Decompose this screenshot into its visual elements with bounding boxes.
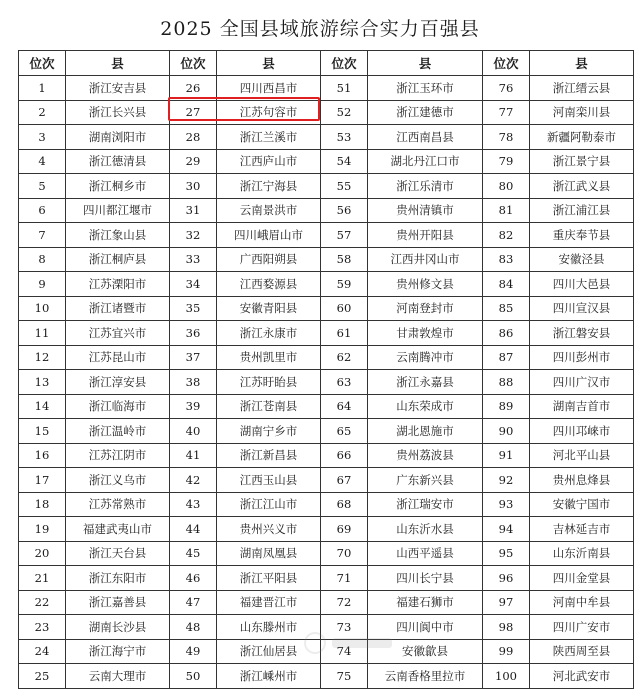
county-cell: 湖北丹江口市 (368, 149, 483, 174)
county-cell: 浙江义乌市 (66, 468, 170, 493)
rank-cell: 12 (19, 345, 66, 370)
county-cell: 浙江桐乡市 (66, 174, 170, 199)
rank-cell: 82 (483, 223, 530, 248)
rank-cell: 55 (321, 174, 368, 199)
rank-cell: 28 (170, 125, 217, 150)
county-cell: 浙江嵊州市 (217, 664, 321, 689)
table-row (19, 223, 634, 248)
county-cell: 浙江天台县 (66, 541, 170, 566)
rank-cell: 92 (483, 468, 530, 493)
table-row (19, 272, 634, 297)
rank-cell: 66 (321, 443, 368, 468)
county-cell: 江西井冈山市 (368, 247, 483, 272)
county-cell: 浙江景宁县 (530, 149, 634, 174)
county-cell: 四川彭州市 (530, 345, 634, 370)
rank-cell: 48 (170, 615, 217, 640)
county-cell: 浙江德清县 (66, 149, 170, 174)
rank-header: 位次 (321, 51, 368, 76)
county-cell: 安徽歙县 (368, 639, 483, 664)
county-cell: 浙江临海市 (66, 394, 170, 419)
rank-cell: 89 (483, 394, 530, 419)
county-cell: 山东沂水县 (368, 517, 483, 542)
rank-cell: 14 (19, 394, 66, 419)
county-cell: 重庆奉节县 (530, 223, 634, 248)
rank-cell: 51 (321, 76, 368, 101)
county-cell: 江西婺源县 (217, 272, 321, 297)
rank-cell: 87 (483, 345, 530, 370)
county-cell: 浙江长兴县 (66, 100, 170, 125)
rank-cell: 72 (321, 590, 368, 615)
rank-cell: 62 (321, 345, 368, 370)
rank-cell: 11 (19, 321, 66, 346)
rank-cell: 15 (19, 419, 66, 444)
rank-cell: 3 (19, 125, 66, 150)
rank-cell: 41 (170, 443, 217, 468)
county-cell: 河南栾川县 (530, 100, 634, 125)
rank-header: 位次 (19, 51, 66, 76)
rank-cell: 1 (19, 76, 66, 101)
county-cell: 贵州凯里市 (217, 345, 321, 370)
county-cell: 江苏江阴市 (66, 443, 170, 468)
county-cell: 广东新兴县 (368, 468, 483, 493)
rank-cell: 64 (321, 394, 368, 419)
county-cell: 浙江温岭市 (66, 419, 170, 444)
rank-cell: 18 (19, 492, 66, 517)
rank-cell: 78 (483, 125, 530, 150)
rank-cell: 67 (321, 468, 368, 493)
rank-cell: 93 (483, 492, 530, 517)
county-cell: 浙江象山县 (66, 223, 170, 248)
county-cell: 江西庐山市 (217, 149, 321, 174)
county-cell: 四川峨眉山市 (217, 223, 321, 248)
table-row (19, 443, 634, 468)
rank-cell: 74 (321, 639, 368, 664)
county-cell: 浙江平阳县 (217, 566, 321, 591)
rank-cell: 73 (321, 615, 368, 640)
county-cell: 浙江兰溪市 (217, 125, 321, 150)
rank-cell: 10 (19, 296, 66, 321)
county-cell: 浙江安吉县 (66, 76, 170, 101)
county-cell: 云南景洪市 (217, 198, 321, 223)
rank-cell: 23 (19, 615, 66, 640)
rank-cell: 27 (170, 100, 217, 125)
table-row (19, 517, 634, 542)
county-cell: 湖北恩施市 (368, 419, 483, 444)
rank-cell: 88 (483, 370, 530, 395)
rank-cell: 90 (483, 419, 530, 444)
county-cell: 四川都江堰市 (66, 198, 170, 223)
county-cell: 贵州兴义市 (217, 517, 321, 542)
rank-cell: 24 (19, 639, 66, 664)
rank-cell: 60 (321, 296, 368, 321)
county-cell: 贵州清镇市 (368, 198, 483, 223)
rank-cell: 80 (483, 174, 530, 199)
county-cell: 浙江永康市 (217, 321, 321, 346)
county-cell: 浙江仙居县 (217, 639, 321, 664)
rank-cell: 94 (483, 517, 530, 542)
rank-cell: 96 (483, 566, 530, 591)
county-cell: 江苏昆山市 (66, 345, 170, 370)
county-cell: 湖南长沙县 (66, 615, 170, 640)
county-cell: 江苏常熟市 (66, 492, 170, 517)
county-cell: 四川广汉市 (530, 370, 634, 395)
table-row (19, 296, 634, 321)
rank-cell: 79 (483, 149, 530, 174)
rank-cell: 9 (19, 272, 66, 297)
county-cell: 浙江诸暨市 (66, 296, 170, 321)
rank-cell: 70 (321, 541, 368, 566)
county-cell: 浙江武义县 (530, 174, 634, 199)
county-cell: 山东荣成市 (368, 394, 483, 419)
rank-cell: 37 (170, 345, 217, 370)
rank-cell: 65 (321, 419, 368, 444)
rank-cell: 19 (19, 517, 66, 542)
county-cell: 浙江新昌县 (217, 443, 321, 468)
rank-cell: 61 (321, 321, 368, 346)
table-row (19, 566, 634, 591)
county-cell: 四川阆中市 (368, 615, 483, 640)
rank-cell: 42 (170, 468, 217, 493)
county-cell: 安徽宁国市 (530, 492, 634, 517)
county-cell: 江西南昌县 (368, 125, 483, 150)
rank-cell: 45 (170, 541, 217, 566)
rank-cell: 4 (19, 149, 66, 174)
table-row (19, 639, 634, 664)
county-cell: 四川广安市 (530, 615, 634, 640)
county-cell: 吉林延吉市 (530, 517, 634, 542)
rank-cell: 47 (170, 590, 217, 615)
county-cell: 浙江嘉善县 (66, 590, 170, 615)
rank-cell: 46 (170, 566, 217, 591)
rank-cell: 83 (483, 247, 530, 272)
rank-header: 位次 (483, 51, 530, 76)
county-cell: 浙江乐清市 (368, 174, 483, 199)
rank-cell: 16 (19, 443, 66, 468)
rank-cell: 20 (19, 541, 66, 566)
county-header: 县 (530, 51, 634, 76)
rank-cell: 39 (170, 394, 217, 419)
county-cell: 浙江苍南县 (217, 394, 321, 419)
county-cell: 山东滕州市 (217, 615, 321, 640)
county-cell: 江苏句容市 (217, 100, 321, 125)
county-cell: 山西平遥县 (368, 541, 483, 566)
rank-cell: 53 (321, 125, 368, 150)
table-row (19, 615, 634, 640)
county-cell: 江苏盱眙县 (217, 370, 321, 395)
rank-cell: 81 (483, 198, 530, 223)
county-cell: 河北武安市 (530, 664, 634, 689)
rank-cell: 85 (483, 296, 530, 321)
county-cell: 陕西周至县 (530, 639, 634, 664)
county-cell: 福建石狮市 (368, 590, 483, 615)
county-cell: 四川金堂县 (530, 566, 634, 591)
county-header: 县 (217, 51, 321, 76)
rank-cell: 91 (483, 443, 530, 468)
county-cell: 浙江淳安县 (66, 370, 170, 395)
rank-cell: 49 (170, 639, 217, 664)
county-cell: 贵州息烽县 (530, 468, 634, 493)
county-cell: 江西玉山县 (217, 468, 321, 493)
rank-cell: 56 (321, 198, 368, 223)
table-row (19, 541, 634, 566)
county-cell: 四川大邑县 (530, 272, 634, 297)
rank-cell: 98 (483, 615, 530, 640)
rank-cell: 97 (483, 590, 530, 615)
county-cell: 浙江东阳市 (66, 566, 170, 591)
county-cell: 广西阳朔县 (217, 247, 321, 272)
county-cell: 云南腾冲市 (368, 345, 483, 370)
county-cell: 河南登封市 (368, 296, 483, 321)
rank-cell: 95 (483, 541, 530, 566)
rank-cell: 75 (321, 664, 368, 689)
county-cell: 浙江江山市 (217, 492, 321, 517)
rank-cell: 50 (170, 664, 217, 689)
table-row (19, 664, 634, 689)
table-row (19, 125, 634, 150)
rank-cell: 2 (19, 100, 66, 125)
county-cell: 云南香格里拉市 (368, 664, 483, 689)
rank-cell: 33 (170, 247, 217, 272)
county-cell: 浙江建德市 (368, 100, 483, 125)
rank-cell: 99 (483, 639, 530, 664)
rank-cell: 84 (483, 272, 530, 297)
county-cell: 浙江缙云县 (530, 76, 634, 101)
rank-cell: 13 (19, 370, 66, 395)
county-cell: 湖南宁乡市 (217, 419, 321, 444)
rank-cell: 31 (170, 198, 217, 223)
rank-cell: 63 (321, 370, 368, 395)
rank-cell: 34 (170, 272, 217, 297)
rank-cell: 44 (170, 517, 217, 542)
rank-cell: 57 (321, 223, 368, 248)
county-cell: 浙江永嘉县 (368, 370, 483, 395)
rank-cell: 54 (321, 149, 368, 174)
county-cell: 浙江磐安县 (530, 321, 634, 346)
county-header: 县 (66, 51, 170, 76)
rank-cell: 22 (19, 590, 66, 615)
rank-cell: 8 (19, 247, 66, 272)
table-row (19, 321, 634, 346)
table-row (19, 370, 634, 395)
county-cell: 安徽青阳县 (217, 296, 321, 321)
table-row (19, 345, 634, 370)
rank-cell: 59 (321, 272, 368, 297)
county-cell: 四川西昌市 (217, 76, 321, 101)
county-cell: 贵州荔波县 (368, 443, 483, 468)
county-cell: 浙江玉环市 (368, 76, 483, 101)
county-cell: 河南中牟县 (530, 590, 634, 615)
rank-cell: 100 (483, 664, 530, 689)
table-row (19, 394, 634, 419)
county-cell: 山东沂南县 (530, 541, 634, 566)
county-cell: 四川长宁县 (368, 566, 483, 591)
rank-cell: 35 (170, 296, 217, 321)
county-cell: 浙江宁海县 (217, 174, 321, 199)
county-cell: 浙江浦江县 (530, 198, 634, 223)
rank-cell: 32 (170, 223, 217, 248)
table-row (19, 149, 634, 174)
rank-cell: 38 (170, 370, 217, 395)
county-cell: 贵州开阳县 (368, 223, 483, 248)
county-cell: 四川宣汉县 (530, 296, 634, 321)
rank-cell: 86 (483, 321, 530, 346)
table-row (19, 198, 634, 223)
page-title: 2025 全国县域旅游综合实力百强县 (160, 18, 480, 40)
county-cell: 浙江桐庐县 (66, 247, 170, 272)
county-header: 县 (368, 51, 483, 76)
county-cell: 江苏宜兴市 (66, 321, 170, 346)
rank-cell: 36 (170, 321, 217, 346)
table-row (19, 100, 634, 125)
rank-cell: 69 (321, 517, 368, 542)
rank-cell: 43 (170, 492, 217, 517)
rank-cell: 26 (170, 76, 217, 101)
county-cell: 湖南吉首市 (530, 394, 634, 419)
table-row (19, 247, 634, 272)
county-cell: 湖南浏阳市 (66, 125, 170, 150)
county-cell: 浙江瑞安市 (368, 492, 483, 517)
rank-cell: 7 (19, 223, 66, 248)
table-row (19, 419, 634, 444)
county-cell: 贵州修文县 (368, 272, 483, 297)
county-cell: 湖南凤凰县 (217, 541, 321, 566)
rank-cell: 5 (19, 174, 66, 199)
rank-cell: 6 (19, 198, 66, 223)
rank-cell: 21 (19, 566, 66, 591)
table-row (19, 174, 634, 199)
table-header-row (19, 51, 634, 76)
table-row (19, 76, 634, 101)
county-cell: 甘肃敦煌市 (368, 321, 483, 346)
county-cell: 福建武夷山市 (66, 517, 170, 542)
county-cell: 云南大理市 (66, 664, 170, 689)
ranking-table (18, 50, 634, 689)
county-cell: 四川邛崃市 (530, 419, 634, 444)
rank-cell: 40 (170, 419, 217, 444)
table-row (19, 492, 634, 517)
rank-cell: 17 (19, 468, 66, 493)
table-row (19, 468, 634, 493)
county-cell: 新疆阿勒泰市 (530, 125, 634, 150)
county-cell: 江苏溧阳市 (66, 272, 170, 297)
county-cell: 安徽泾县 (530, 247, 634, 272)
county-cell: 福建晋江市 (217, 590, 321, 615)
rank-cell: 30 (170, 174, 217, 199)
county-cell: 河北平山县 (530, 443, 634, 468)
rank-cell: 29 (170, 149, 217, 174)
rank-cell: 52 (321, 100, 368, 125)
rank-cell: 76 (483, 76, 530, 101)
rank-cell: 58 (321, 247, 368, 272)
rank-header: 位次 (170, 51, 217, 76)
table-row (19, 590, 634, 615)
rank-cell: 25 (19, 664, 66, 689)
rank-cell: 71 (321, 566, 368, 591)
rank-cell: 77 (483, 100, 530, 125)
county-cell: 浙江海宁市 (66, 639, 170, 664)
rank-cell: 68 (321, 492, 368, 517)
